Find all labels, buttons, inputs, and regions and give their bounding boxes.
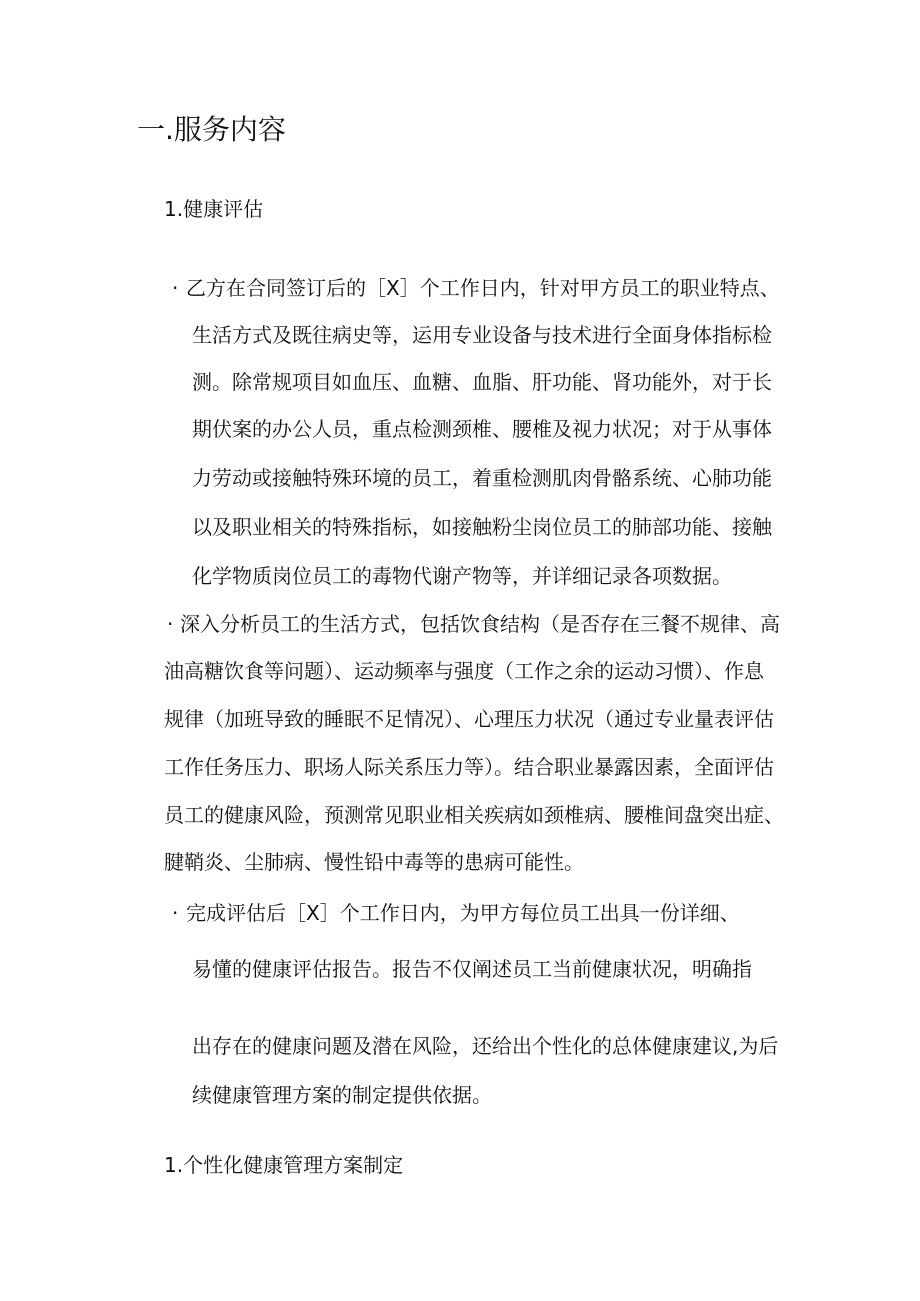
paragraph-line: 生活方式及既往病史等，运用专业设备与技术进行全面身体指标检: [192, 323, 772, 347]
paragraph-line: 期伏案的办公人员，重点检测颈椎、腰椎及视力状况；对于从事体: [192, 417, 772, 441]
paragraph-line: 油高糖饮食等问题）、运动频率与强度（工作之余的运动习惯）、作息: [164, 659, 764, 683]
subsection-title-health-assessment: 1.健康评估: [164, 197, 264, 221]
section-title: 一.服务内容: [137, 113, 286, 146]
paragraph-line: 完成评估后［X］个工作日内，为甲方每位员工出具一份详细、: [186, 901, 740, 925]
paragraph-line: 以及职业相关的特殊指标，如接触粉尘岗位员工的肺部功能、接触: [192, 515, 772, 539]
paragraph-line: 化学物质岗位员工的毒物代谢产物等，并详细记录各项数据。: [192, 564, 732, 588]
paragraph-line: 员工的健康风险，预测常见职业相关疾病如颈椎病、腰椎间盘突出症、: [164, 803, 784, 827]
subsection-title-personalized-plan: 1.个性化健康管理方案制定: [164, 1153, 404, 1177]
bullet-marker: ·: [172, 276, 179, 300]
paragraph-line: 易懂的健康评估报告。报告不仅阐述员工当前健康状况，明确指: [192, 957, 752, 981]
paragraph-line: 乙方在合同签订后的［X］个工作日内，针对甲方员工的职业特点、: [186, 276, 780, 300]
paragraph-line: 出存在的健康问题及潜在风险，还给出个性化的总体健康建议,为后: [192, 1034, 779, 1058]
bullet-marker: ·: [172, 901, 179, 925]
paragraph-line: 工作任务压力、职场人际关系压力等）。结合职业暴露因素，全面评估: [164, 755, 774, 779]
bullet-marker: ·: [167, 612, 174, 636]
paragraph-line: 腱鞘炎、尘肺病、慢性铅中毒等的患病可能性。: [164, 850, 584, 874]
paragraph-line: 规律（加班导致的睡眠不足情况）、心理压力状况（通过专业量表评估: [164, 707, 774, 731]
paragraph-line: 深入分析员工的生活方式，包括饮食结构（是否存在三餐不规律、高: [180, 612, 780, 636]
paragraph-line: 续健康管理方案的制定提供依据。: [192, 1083, 492, 1107]
paragraph-line: 测。除常规项目如血压、血糖、血脂、肝功能、肾功能外，对于长: [192, 370, 772, 394]
paragraph-line: 力劳动或接触特殊环境的员工，着重检测肌肉骨骼系统、心肺功能: [192, 466, 772, 490]
